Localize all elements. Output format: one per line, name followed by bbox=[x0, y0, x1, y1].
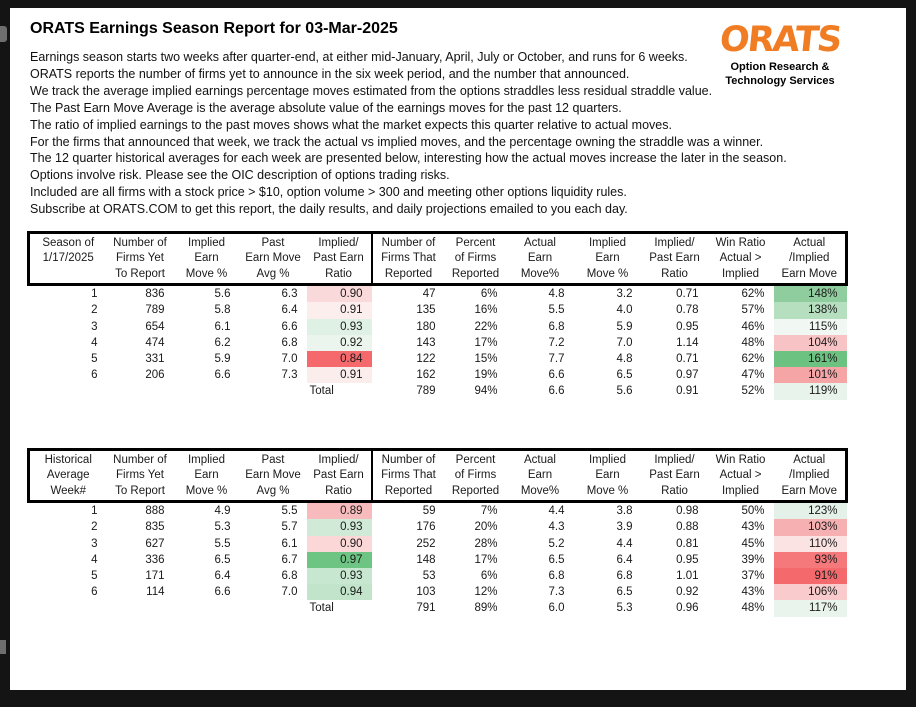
cell: 5 bbox=[91, 352, 98, 365]
header-row bbox=[29, 450, 847, 502]
cell: 162 bbox=[416, 369, 436, 382]
cell: 28% bbox=[474, 537, 498, 550]
tagline-line-1: Option Research & bbox=[730, 61, 830, 73]
intro-line: The 12 quarter historical averages for each week are presented below, interesting how the actual moves increase the later in the season. bbox=[30, 151, 787, 166]
cell: 0.95 bbox=[676, 553, 699, 566]
cell: 6.4 bbox=[616, 553, 633, 566]
cell: 0.71 bbox=[676, 352, 699, 365]
cell: 6.6 bbox=[281, 320, 298, 333]
column-header: Historical Average Week# bbox=[44, 454, 92, 497]
cell: 101% bbox=[774, 367, 847, 383]
cell: 4.4 bbox=[616, 537, 633, 550]
cell: 0.81 bbox=[676, 537, 699, 550]
cell: 89% bbox=[474, 602, 498, 615]
cell: 6.6 bbox=[548, 385, 565, 398]
cell: 7.2 bbox=[548, 336, 565, 349]
cell bbox=[107, 600, 174, 616]
cell: 3 bbox=[91, 320, 98, 333]
cell: 6.6 bbox=[214, 369, 231, 382]
cell: 888 bbox=[145, 505, 165, 518]
cell: 19% bbox=[474, 369, 498, 382]
cell: 5.5 bbox=[214, 537, 231, 550]
cell: 43% bbox=[741, 586, 765, 599]
cell: 16% bbox=[474, 304, 498, 317]
cell: 52% bbox=[741, 385, 765, 398]
cell: 5.9 bbox=[616, 320, 633, 333]
cell: 836 bbox=[145, 288, 165, 301]
cell: 6.8 bbox=[616, 569, 633, 582]
cell: 0.71 bbox=[676, 288, 699, 301]
cell: 0.90 bbox=[307, 285, 372, 303]
cell: 148 bbox=[416, 553, 436, 566]
cell: 6.5 bbox=[616, 369, 633, 382]
column-header: Number of Firms That Reported bbox=[381, 454, 436, 497]
cell: 835 bbox=[145, 521, 165, 534]
cell: 17% bbox=[474, 336, 498, 349]
table-row bbox=[29, 568, 847, 584]
cell: 123% bbox=[774, 502, 847, 520]
cell: 6.0 bbox=[548, 602, 565, 615]
cell: 791 bbox=[416, 602, 436, 615]
column-header: Actual Earn Move% bbox=[520, 237, 560, 280]
cell: Total bbox=[309, 385, 334, 398]
cell: 6.2 bbox=[214, 336, 231, 349]
tagline-line-2: Technology Services bbox=[725, 74, 835, 87]
column-header: Implied Earn Move % bbox=[586, 237, 629, 280]
cell: 7.0 bbox=[281, 352, 298, 365]
column-header: Actual Earn Move% bbox=[520, 454, 560, 497]
cell: 0.96 bbox=[676, 602, 699, 615]
cell: 171 bbox=[145, 569, 165, 582]
cell: 5.6 bbox=[616, 385, 633, 398]
cell: 1 bbox=[91, 505, 98, 518]
cell: 0.93 bbox=[307, 319, 372, 335]
cell bbox=[240, 600, 307, 616]
cell: 5 bbox=[91, 569, 98, 582]
column-header: Actual /Implied Earn Move bbox=[781, 237, 838, 280]
intro-line: The Past Earn Move Average is the average absolute value of the earnings moves for the past 12 quarters. bbox=[30, 100, 622, 115]
cell: 103 bbox=[416, 586, 436, 599]
orats-logo-word: ORATS bbox=[717, 20, 843, 60]
cell: 93% bbox=[774, 552, 847, 568]
cell: 654 bbox=[145, 320, 165, 333]
cell: 7% bbox=[480, 505, 498, 518]
cell: 6.1 bbox=[214, 320, 231, 333]
cell: 117% bbox=[774, 600, 847, 616]
table-row bbox=[29, 502, 847, 520]
cell: 0.98 bbox=[676, 505, 699, 518]
cell: 6 bbox=[91, 586, 98, 599]
cell: 474 bbox=[145, 336, 165, 349]
cell: Total bbox=[309, 602, 334, 615]
table-row bbox=[29, 285, 847, 303]
cell: 138% bbox=[774, 302, 847, 318]
table-row bbox=[29, 600, 847, 616]
cell: 0.90 bbox=[307, 536, 372, 552]
cell bbox=[240, 383, 307, 399]
background-window-fragment bbox=[0, 640, 6, 654]
cell: 0.78 bbox=[676, 304, 699, 317]
cell: 6.8 bbox=[281, 569, 298, 582]
intro-line: Earnings season starts two weeks after quarter-end, at either mid-January, April, July or October, and runs for 6 weeks. bbox=[30, 50, 688, 64]
cell: 6.3 bbox=[281, 288, 298, 301]
cell: 110% bbox=[774, 536, 847, 552]
table-row bbox=[29, 335, 847, 351]
table-row bbox=[29, 302, 847, 318]
cell: 0.89 bbox=[307, 502, 372, 520]
intro-line: For the firms that announced that week, we track the actual vs implied moves, and the percentage owning the straddle was a winner. bbox=[30, 134, 764, 149]
current-season-grid bbox=[27, 231, 848, 400]
cell: 0.93 bbox=[307, 519, 372, 535]
cell: 94% bbox=[474, 385, 498, 398]
cell: 5.9 bbox=[214, 352, 231, 365]
column-header: Season of 1/17/2025 bbox=[42, 237, 95, 265]
cell bbox=[107, 383, 174, 399]
cell: 46% bbox=[741, 320, 765, 333]
column-header: Implied Earn Move % bbox=[185, 237, 228, 280]
column-header: Number of Firms Yet To Report bbox=[113, 454, 167, 497]
cell: 5.8 bbox=[214, 304, 231, 317]
intro-line: Subscribe at ORATS.COM to get this report, the daily results, and daily projections emailed to you each day. bbox=[30, 202, 628, 217]
cell: 0.91 bbox=[676, 385, 699, 398]
column-header: Win Ratio Actual > Implied bbox=[715, 237, 766, 280]
cell: 122 bbox=[416, 352, 436, 365]
cell: 47% bbox=[741, 369, 765, 382]
cell: 48% bbox=[741, 336, 765, 349]
cell: 15% bbox=[474, 352, 498, 365]
cell: 1 bbox=[91, 288, 98, 301]
cell bbox=[29, 600, 107, 616]
intro-line: The ratio of implied earnings to the past moves shows what the market expects this quarter relative to actual moves. bbox=[30, 117, 672, 132]
cell: 6% bbox=[480, 569, 498, 582]
cell: 6.4 bbox=[214, 569, 231, 582]
intro-line: We track the average implied earnings percentage moves estimated from the options straddles less residual straddle value. bbox=[30, 83, 713, 98]
column-header: Implied/ Past Earn Ratio bbox=[307, 233, 372, 285]
cell: 4.3 bbox=[548, 521, 565, 534]
cell: 119% bbox=[774, 383, 847, 399]
orats-logo-tagline bbox=[710, 61, 850, 88]
cell: 135 bbox=[416, 304, 436, 317]
table-row bbox=[29, 584, 847, 600]
column-header: Implied/ Past Earn Ratio bbox=[649, 454, 700, 497]
cell: 5.6 bbox=[214, 288, 231, 301]
cell: 57% bbox=[741, 304, 765, 317]
cell: 2 bbox=[91, 521, 98, 534]
cell: 4 bbox=[91, 336, 98, 349]
cell: 1.14 bbox=[676, 336, 699, 349]
table-row bbox=[29, 367, 847, 383]
cell: 252 bbox=[416, 537, 436, 550]
column-header: Percent of Firms Reported bbox=[451, 454, 500, 497]
cell: 4.8 bbox=[548, 288, 565, 301]
cell: 6% bbox=[480, 288, 498, 301]
cell: 6 bbox=[91, 369, 98, 382]
cell: 22% bbox=[474, 320, 498, 333]
cell: 789 bbox=[416, 385, 436, 398]
report-page bbox=[10, 8, 906, 690]
cell: 62% bbox=[741, 352, 765, 365]
column-header: Past Earn Move Avg % bbox=[245, 237, 301, 280]
cell: 20% bbox=[474, 521, 498, 534]
cell: 6.1 bbox=[281, 537, 298, 550]
intro-line: Included are all firms with a stock price > $10, option volume > 300 and meeting other options liquidity rules. bbox=[30, 185, 627, 200]
cell: 104% bbox=[774, 335, 847, 351]
cell: 4.0 bbox=[616, 304, 633, 317]
cell: 17% bbox=[474, 553, 498, 566]
cell: 180 bbox=[416, 320, 436, 333]
cell: 103% bbox=[774, 519, 847, 535]
cell: 0.92 bbox=[307, 335, 372, 351]
cell: 176 bbox=[416, 521, 436, 534]
cell: 6.5 bbox=[214, 553, 231, 566]
cell: 7.3 bbox=[281, 369, 298, 382]
page-title: ORATS Earnings Season Report for 03-Mar-2025 bbox=[30, 20, 398, 37]
cell: 4.4 bbox=[548, 505, 565, 518]
intro-paragraph bbox=[30, 49, 787, 218]
cell: 7.0 bbox=[616, 336, 633, 349]
table-row bbox=[29, 383, 847, 399]
historical-average-grid bbox=[27, 448, 848, 617]
column-header: Implied/ Past Earn Ratio bbox=[649, 237, 700, 280]
cell: 7.3 bbox=[548, 586, 565, 599]
cell: 789 bbox=[145, 304, 165, 317]
cell: 336 bbox=[145, 553, 165, 566]
cell: 5.5 bbox=[281, 505, 298, 518]
cell: 59 bbox=[422, 505, 436, 518]
cell: 6.8 bbox=[281, 336, 298, 349]
cell: 50% bbox=[741, 505, 765, 518]
cell: 627 bbox=[145, 537, 165, 550]
cell: 62% bbox=[741, 288, 765, 301]
cell: 148% bbox=[774, 285, 847, 303]
cell: 0.88 bbox=[676, 521, 699, 534]
cell: 114 bbox=[146, 586, 165, 599]
column-header: Implied/ Past Earn Ratio bbox=[307, 450, 372, 502]
cell: 0.84 bbox=[307, 351, 372, 367]
cell: 161% bbox=[774, 351, 847, 367]
cell: 0.94 bbox=[307, 584, 372, 600]
cell: 0.97 bbox=[307, 552, 372, 568]
table-row bbox=[29, 536, 847, 552]
cell bbox=[174, 600, 240, 616]
intro-line: Options involve risk. Please see the OIC description of options trading risks. bbox=[30, 168, 450, 183]
cell: 3.2 bbox=[616, 288, 633, 301]
cell: 5.7 bbox=[281, 521, 298, 534]
column-header: Actual /Implied Earn Move bbox=[781, 454, 838, 497]
cell: 106% bbox=[774, 584, 847, 600]
cell: 6.8 bbox=[548, 320, 565, 333]
cell: 5.2 bbox=[548, 537, 565, 550]
cell: 45% bbox=[741, 537, 765, 550]
cell: 6.4 bbox=[281, 304, 298, 317]
cell: 12% bbox=[474, 586, 498, 599]
cell: 0.91 bbox=[307, 367, 372, 383]
cell: 4 bbox=[91, 553, 98, 566]
cell: 5.3 bbox=[214, 521, 231, 534]
table-row bbox=[29, 519, 847, 535]
historical-average-table bbox=[27, 448, 848, 617]
cell: 2 bbox=[91, 304, 98, 317]
cell: 1.01 bbox=[676, 569, 699, 582]
season-report-table bbox=[27, 231, 848, 400]
cell: 43% bbox=[741, 521, 765, 534]
table-row bbox=[29, 351, 847, 367]
cell: 39% bbox=[741, 553, 765, 566]
cell: 206 bbox=[145, 369, 165, 382]
cell: 6.7 bbox=[281, 553, 298, 566]
column-header: Percent of Firms Reported bbox=[451, 237, 500, 280]
cell: 7.0 bbox=[281, 586, 298, 599]
cell: 47 bbox=[422, 288, 436, 301]
column-header: Past Earn Move Avg % bbox=[245, 454, 301, 497]
cell: 0.92 bbox=[676, 586, 699, 599]
cell: 3.9 bbox=[616, 521, 633, 534]
intro-line: ORATS reports the number of firms yet to announce in the six week period, and the number that announced. bbox=[30, 66, 630, 81]
table-row bbox=[29, 319, 847, 335]
cell: 4.9 bbox=[214, 505, 231, 518]
cell: 6.8 bbox=[548, 569, 565, 582]
cell: 0.95 bbox=[676, 320, 699, 333]
cell: 115% bbox=[774, 319, 847, 335]
cell: 7.7 bbox=[548, 352, 565, 365]
cell: 331 bbox=[145, 352, 165, 365]
orats-logo bbox=[710, 22, 850, 88]
cell: 3 bbox=[91, 537, 98, 550]
table-row bbox=[29, 552, 847, 568]
cell: 53 bbox=[422, 569, 436, 582]
cell: 5.3 bbox=[616, 602, 633, 615]
column-header: Implied Earn Move % bbox=[185, 454, 228, 497]
column-header: Implied Earn Move % bbox=[586, 454, 629, 497]
cell: 6.5 bbox=[616, 586, 633, 599]
cell: 6.6 bbox=[548, 369, 565, 382]
cell: 4.8 bbox=[616, 352, 633, 365]
cell: 91% bbox=[774, 568, 847, 584]
header-row bbox=[29, 233, 847, 285]
column-header: Number of Firms Yet To Report bbox=[113, 237, 167, 280]
cell: 0.97 bbox=[676, 369, 699, 382]
cell: 143 bbox=[416, 336, 436, 349]
cell bbox=[174, 383, 240, 399]
cell: 37% bbox=[741, 569, 765, 582]
cell: 3.8 bbox=[616, 505, 633, 518]
cell: 0.91 bbox=[307, 302, 372, 318]
cell: 6.6 bbox=[214, 586, 231, 599]
cell: 0.93 bbox=[307, 568, 372, 584]
background-window-fragment bbox=[0, 26, 7, 42]
cell: 6.5 bbox=[548, 553, 565, 566]
cell: 5.5 bbox=[548, 304, 565, 317]
cell: 48% bbox=[741, 602, 765, 615]
column-header: Win Ratio Actual > Implied bbox=[715, 454, 766, 497]
column-header: Number of Firms That Reported bbox=[381, 237, 436, 280]
cell bbox=[29, 383, 107, 399]
